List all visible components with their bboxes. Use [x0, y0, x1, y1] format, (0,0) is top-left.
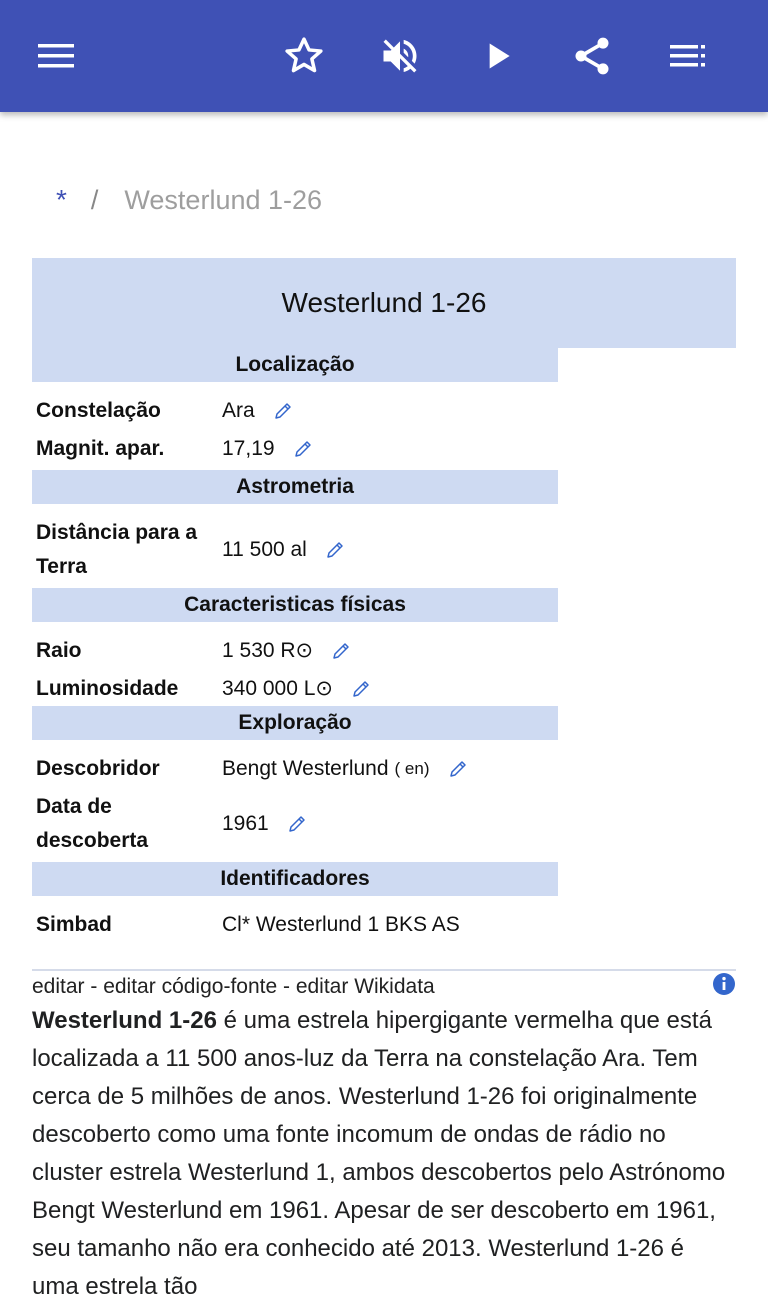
row-label: Simbad [36, 913, 112, 936]
pencil-edit-icon[interactable] [448, 759, 468, 779]
infobox-row-constelacao [32, 394, 558, 428]
edit-link[interactable]: editar [32, 975, 85, 998]
app-bar [0, 0, 768, 112]
row-label: Constelação [36, 399, 161, 422]
breadcrumb-separator: / [90, 184, 99, 215]
pencil-edit-icon[interactable] [325, 540, 345, 560]
infobox-row-raio [32, 634, 558, 668]
pencil-edit-icon[interactable] [351, 679, 371, 699]
divider [32, 969, 736, 971]
play-icon [478, 36, 518, 76]
edit-links [32, 975, 435, 999]
toc-list-icon [668, 36, 708, 76]
mute-button[interactable] [372, 28, 428, 84]
row-label: Luminosidade [36, 677, 179, 700]
section-localizacao: Localização [32, 348, 558, 382]
article-body [32, 1002, 732, 1306]
breadcrumb-current: Westerlund 1-26 [124, 184, 323, 215]
language-link[interactable]: ( en) [394, 759, 430, 778]
row-label: Data de descoberta [36, 795, 149, 852]
menu-icon [36, 36, 76, 76]
pencil-edit-icon[interactable] [331, 641, 351, 661]
row-label: Distância para a Terra [36, 521, 198, 578]
play-button[interactable] [470, 28, 526, 84]
infobox [32, 348, 558, 942]
row-value: 340 000 L⊙ [222, 677, 334, 700]
share-button[interactable] [564, 28, 620, 84]
row-value[interactable]: Bengt Westerlund [222, 757, 389, 780]
favorite-button[interactable] [276, 28, 332, 84]
section-caracteristicas-fisicas: Caracteristicas físicas [32, 588, 558, 622]
section-identificadores: Identificadores [32, 862, 558, 896]
row-label: Descobridor [36, 757, 160, 780]
article-title-bold: Westerlund 1-26 [32, 1007, 217, 1034]
share-icon [570, 34, 614, 78]
row-label: Raio [36, 639, 82, 662]
infobox-row-magnitude [32, 432, 558, 466]
edit-wikidata-link[interactable]: editar Wikidata [295, 975, 435, 998]
infobox-row-distancia [32, 516, 558, 584]
pencil-edit-icon[interactable] [293, 439, 313, 459]
infobox-row-simbad [32, 908, 558, 942]
infobox-row-data-descoberta [32, 790, 558, 858]
row-label: Magnit. apar. [36, 437, 165, 460]
section-exploracao: Exploração [32, 706, 558, 740]
volume-off-icon [378, 34, 422, 78]
menu-button[interactable] [28, 28, 84, 84]
breadcrumb-home-link[interactable]: * [56, 184, 67, 215]
edit-source-link[interactable]: editar código-fonte [103, 975, 278, 998]
table-of-contents-button[interactable] [660, 28, 716, 84]
row-value: 11 500 al [222, 538, 307, 561]
info-icon[interactable] [712, 972, 736, 996]
infobox-row-descobridor [32, 752, 558, 786]
row-value[interactable]: Ara [222, 399, 255, 422]
breadcrumb [56, 180, 322, 220]
article-text: é uma estrela hipergigante vermelha que está localizada a 11 500 anos-luz da Terra na constelação Ara. Tem cerca de 5 milhões de anos. Westerlund 1-26 foi originalmente descoberto como uma fonte incomum de ondas de rádio no cluster estrela Westerlund 1, ambos descobertos pelo Astrónomo Bengt Westerlund em 1961. Apesar de ser descoberto em 1961, seu tamanho não era conhecido até 2013. Westerlund 1-26 é uma estrela tão [32, 1007, 726, 1300]
edit-link-separator: - [277, 975, 296, 998]
row-value: 1961 [222, 812, 269, 835]
infobox-title: Westerlund 1-26 [32, 258, 736, 348]
pencil-edit-icon[interactable] [287, 814, 307, 834]
pencil-edit-icon[interactable] [273, 401, 293, 421]
star-outline-icon [282, 34, 326, 78]
row-value[interactable]: Cl* Westerlund 1 BKS AS [222, 913, 460, 936]
row-value: 17,19 [222, 437, 275, 460]
row-value: 1 530 R⊙ [222, 639, 314, 662]
section-astrometria: Astrometria [32, 470, 558, 504]
infobox-row-luminosidade [32, 672, 558, 706]
edit-link-separator: - [84, 975, 104, 998]
